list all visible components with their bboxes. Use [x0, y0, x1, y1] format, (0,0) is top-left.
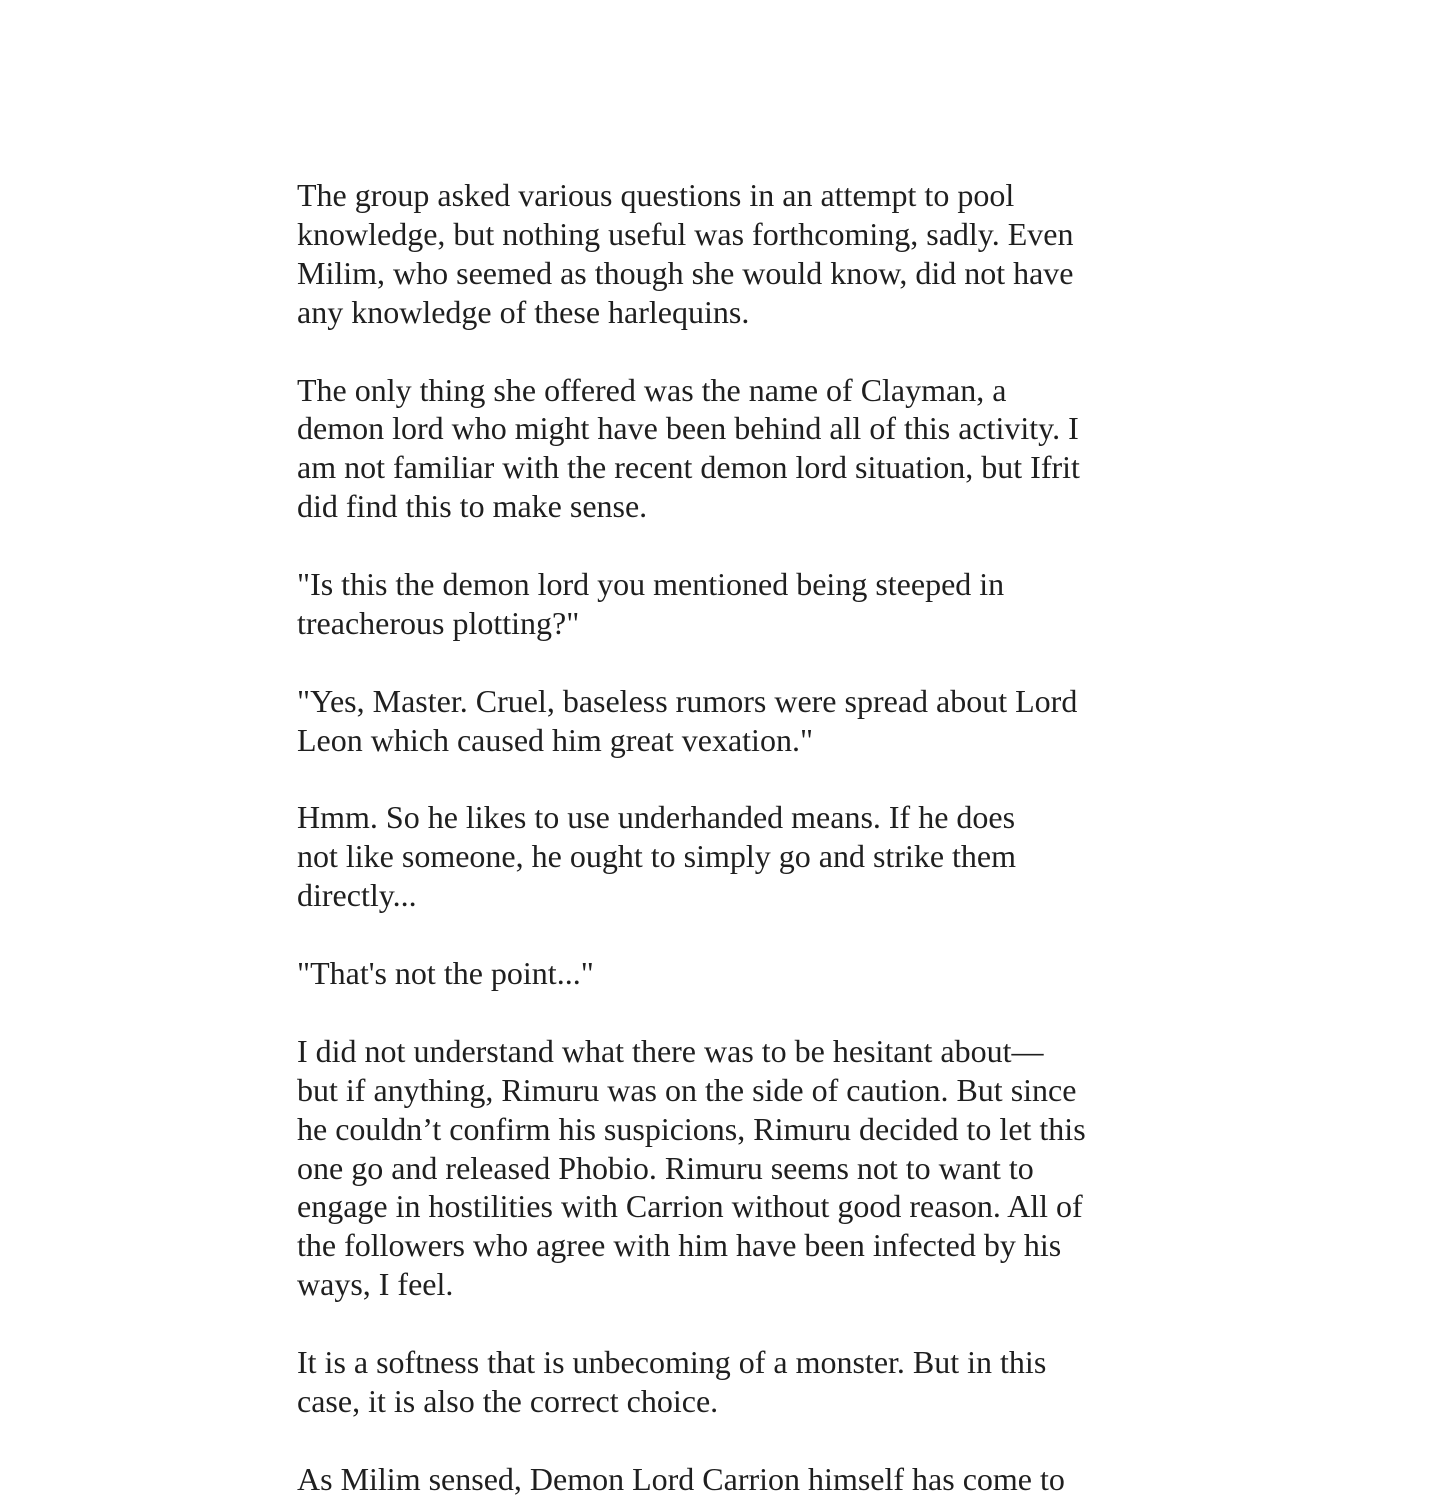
text-line: am not familiar with the recent demon lord situation, but Ifrit	[297, 449, 1080, 486]
text-line: It is a softness that is unbecoming of a monster. But in this	[297, 1344, 1047, 1381]
paragraph	[297, 1460, 1177, 1499]
text-line: Leon which caused him great vexation."	[297, 721, 813, 758]
text-line: "Is this the demon lord you mentioned being steeped in	[297, 566, 1005, 603]
paragraph	[297, 1343, 1177, 1421]
text-line: not like someone, he ought to simply go and strike them	[297, 838, 1017, 875]
text-line: The group asked various questions in an attempt to pool	[297, 177, 1015, 213]
paragraph	[297, 798, 1177, 915]
text-line: the followers who agree with him have been infected by his	[297, 1227, 1062, 1264]
text-line: did find this to make sense.	[297, 488, 648, 525]
text-line: case, it is also the correct choice.	[297, 1382, 719, 1419]
text-line: demon lord who might have been behind all of this activity. I	[297, 410, 1079, 447]
text-line: directly...	[297, 877, 417, 914]
text-line: The only thing she offered was the name of Clayman, a	[297, 371, 1007, 408]
paragraph	[297, 371, 1177, 527]
paragraph	[297, 176, 1177, 332]
text-line: any knowledge of these harlequins.	[297, 293, 750, 330]
text-line: As Milim sensed, Demon Lord Carrion himself has come to	[297, 1460, 1065, 1497]
text-line: "Yes, Master. Cruel, baseless rumors were spread about Lord	[297, 682, 1078, 719]
text-line: one go and released Phobio. Rimuru seems not to want to	[297, 1149, 1034, 1186]
text-line: "That's not the point..."	[297, 955, 594, 992]
text-line: Hmm. So he likes to use underhanded means. If he does	[297, 799, 1016, 836]
text-line: Milim, who seemed as though she would know, did not have	[297, 254, 1074, 291]
paragraph	[297, 1032, 1177, 1304]
text-line: I did not understand what there was to be hesitant about—	[297, 1032, 1044, 1069]
text-line: treacherous plotting?"	[297, 604, 580, 641]
paragraph	[297, 565, 1177, 643]
text-line: he couldn’t confirm his suspicions, Rimuru decided to let this	[297, 1110, 1086, 1147]
text-line: but if anything, Rimuru was on the side of caution. But since	[297, 1071, 1077, 1108]
text-line: engage in hostilities with Carrion without good reason. All of	[297, 1188, 1083, 1225]
text-line: knowledge, but nothing useful was forthcoming, sadly. Even	[297, 215, 1074, 252]
paragraph	[297, 954, 1177, 993]
body-text	[297, 176, 1177, 1500]
text-line: ways, I feel.	[297, 1266, 454, 1303]
paragraph	[297, 682, 1177, 760]
